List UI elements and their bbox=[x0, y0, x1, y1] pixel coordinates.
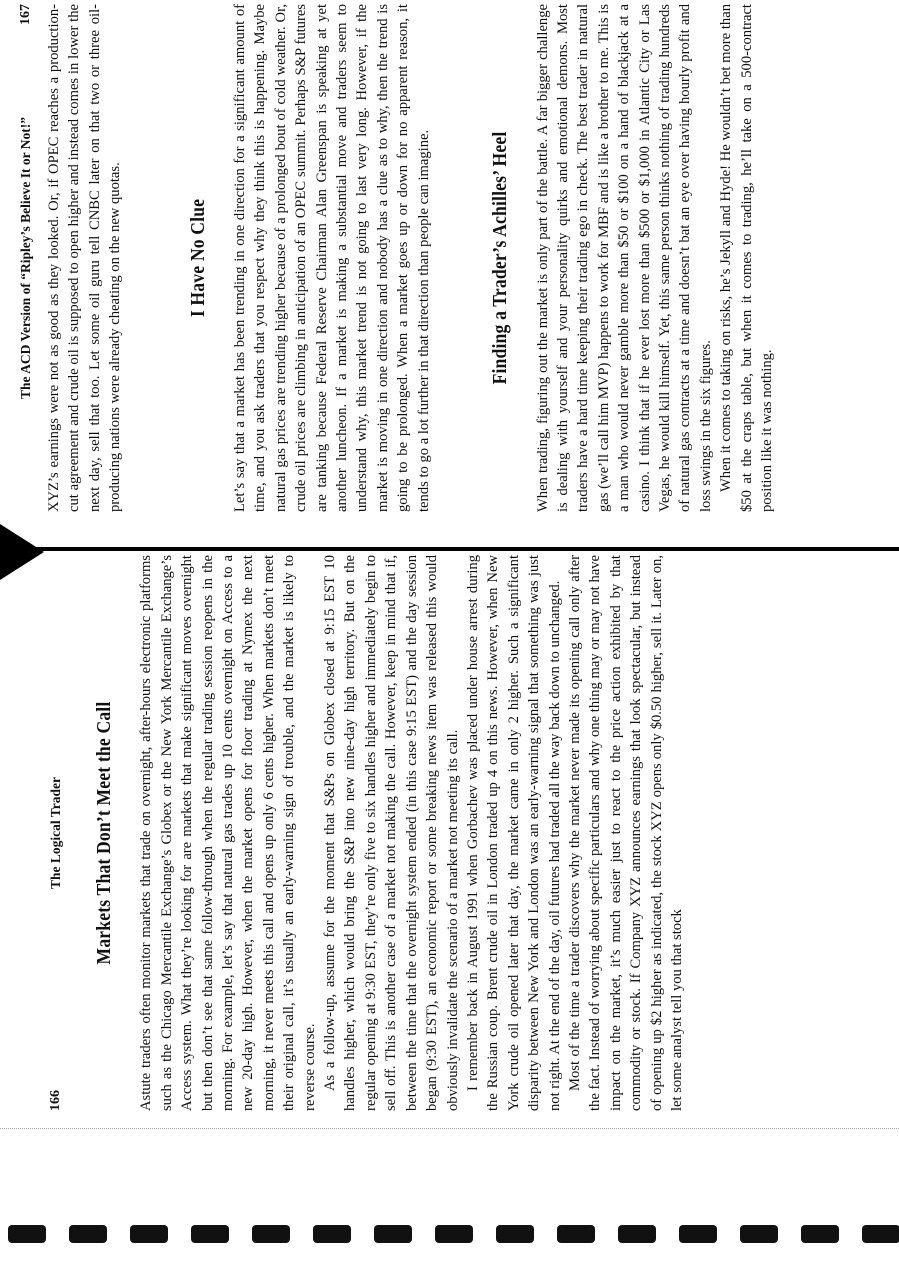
right-section1-paragraph-1: Let’s say that a market has been trending in one direction for a significant amount of time, and you ask traders that you respect why they think this is happening. Maybe natural gas prices are trending higher because of a prolonged bout of cold weather. Or, crude oil prices are climbing in anticipation of an OPEC summit. Perhaps S&P futures are tanking because Federal Reserve Chairman Alan Greenspan is speaking at yet another luncheon. If a market is making a substantial move and traders seem to understand why, this market trend is not going to last very long. However, if the market is moving in one direction and nobody has a clue as to why, then the trend is going to be prolonged. When a market goes up or down for no apparent reason, it tends to go a lot further in that direction than people can imagine. bbox=[232, 4, 432, 512]
perforation-hole bbox=[679, 1225, 717, 1243]
perforation-hole bbox=[252, 1225, 290, 1243]
page-edge-dotted-line bbox=[0, 1128, 899, 1129]
binder-perforation-strip bbox=[0, 1225, 899, 1247]
right-section2-paragraph-1: When trading, figuring out the market is only part of the battle. A far bigger challenge is dealing with yourself and your personality quirks and emotional demons. Most traders have a hard time keeping their trading ego in check. The best trader in natural gas (we’ll call him MVP) happens to work for MBF and is like a brother to me. This is a man who would never gamble more than $50 or $100 on a hand of blackjack at a casino. I think that if he ever lost more than $500 or $1,000 in Atlantic City or Las Vegas, he would kill himself. Yet, this same person thinks nothing of trading hundreds of natural gas contracts at a time and doesn’t bat an eye over having hourly profit and loss swings in the six figures. bbox=[534, 4, 714, 512]
right-page-content bbox=[18, 4, 848, 512]
left-running-head bbox=[48, 555, 72, 1111]
perforation-hole bbox=[8, 1225, 46, 1243]
left-paragraph-1: Astute traders often monitor markets that trade on overnight, after-hours electronic platforms such as the Chicago Mercantile Exchange’s Globex or the New York Mercantile Exchange’s Access system. What they’re looking for are markets that make significant moves overnight but then don’t see that same follow-through when the regular trading session reopens in the morning. For example, let’s say that natural gas trades up 10 cents overnight on Access to a new 20-day high. However, when the market opens for floor trading at Nymex the next morning, it never meets this call and opens up only 6 cents higher. When markets don’t meet their original call, it’s usually an early-warning sign of trouble, and the market is likely to reverse course. bbox=[138, 555, 318, 1111]
perforation-hole bbox=[862, 1225, 899, 1243]
left-page-body bbox=[94, 555, 687, 1111]
left-paragraph-3: I remember back in August 1991 when Gorbachev was placed under house arrest during the Russian coup. Brent crude oil in London traded up 4 on this news. However, when New York crude oil opened later that day, the market came in only 2 higher. Such a significant disparity between New York and London was an early-warning signal that something was just not right. At the end of the day, oil futures had traded all the way back down to unchanged. bbox=[464, 555, 563, 1111]
perforation-hole bbox=[69, 1225, 107, 1243]
left-page-number: 166 bbox=[48, 1090, 63, 1111]
perforation-hole bbox=[313, 1225, 351, 1243]
left-page-content bbox=[48, 555, 838, 1111]
right-intro-paragraph: XYZ’s earnings were not as good as they looked. Or, if OPEC reaches a production-cut agreement and crude oil is supposed to open higher and instead comes in lower the next day, sell that too. Let some oil guru tell CNBC later on that two or three oil-producing nations were already cheating on the new quotas. bbox=[46, 4, 124, 512]
right-page bbox=[0, 0, 899, 525]
perforation-hole bbox=[740, 1225, 778, 1243]
perforation-hole bbox=[557, 1225, 595, 1243]
left-page bbox=[0, 548, 899, 1123]
left-running-head-title: The Logical Trader bbox=[48, 777, 63, 889]
perforation-hole bbox=[618, 1225, 656, 1243]
perforation-hole bbox=[435, 1225, 473, 1243]
right-page-number: 167 bbox=[18, 4, 33, 25]
right-running-head-title: The ACD Version of “Ripley’s Believe It or Not!” bbox=[18, 117, 33, 399]
right-running-head bbox=[18, 4, 42, 512]
section-title-no-clue: I Have No Clue bbox=[186, 198, 209, 318]
perforation-hole bbox=[801, 1225, 839, 1243]
perforation-hole bbox=[130, 1225, 168, 1243]
perforation-hole bbox=[374, 1225, 412, 1243]
section-title-achilles-heel: Finding a Trader’s Achilles’ Heel bbox=[489, 131, 512, 385]
left-paragraph-4: Most of the time a trader discovers why the market never made its opening call only after the fact. Instead of worrying about specific particulars and why one thing may or may not have impact on the market, it’s much easier just to react to the price action exhibited by that commodity or stock. If Company XYZ announces earnings that look spectacular, but instead of opening up $2 higher as indicated, the stock XYZ opens only $0.50 higher, sell it. Later on, let some analyst tell you that stock bbox=[566, 555, 685, 1111]
section-title-markets-call: Markets That Don’t Meet the Call bbox=[93, 701, 115, 965]
perforation-hole bbox=[496, 1225, 534, 1243]
perforation-hole bbox=[191, 1225, 229, 1243]
right-page-body bbox=[44, 4, 777, 512]
right-section2-paragraph-2: When it comes to taking on risks, he’s Jekyll and Hyde! He wouldn’t bet more than $50 at the craps table, but when it comes to trading, he’ll take on a 500-contract position like it was nothing. bbox=[718, 4, 775, 512]
left-paragraph-2: As a follow-up, assume for the moment that S&Ps on Globex closed at 9:15 EST 10 handles higher, which would bring the S&P into new nine-day high territory. But on the regular opening at 9:30 EST, they’re only five to six handles higher and immediately begin to sell off. This is another case of a market not making the call. However, keep in mind that if, between the time that the overnight system ended (in this case 9:15 EST) and the day session began (9:30 EST), an economic report or some breaking news item was released this would obviously invalidate the scenario of a market not meeting its call. bbox=[322, 555, 461, 1111]
